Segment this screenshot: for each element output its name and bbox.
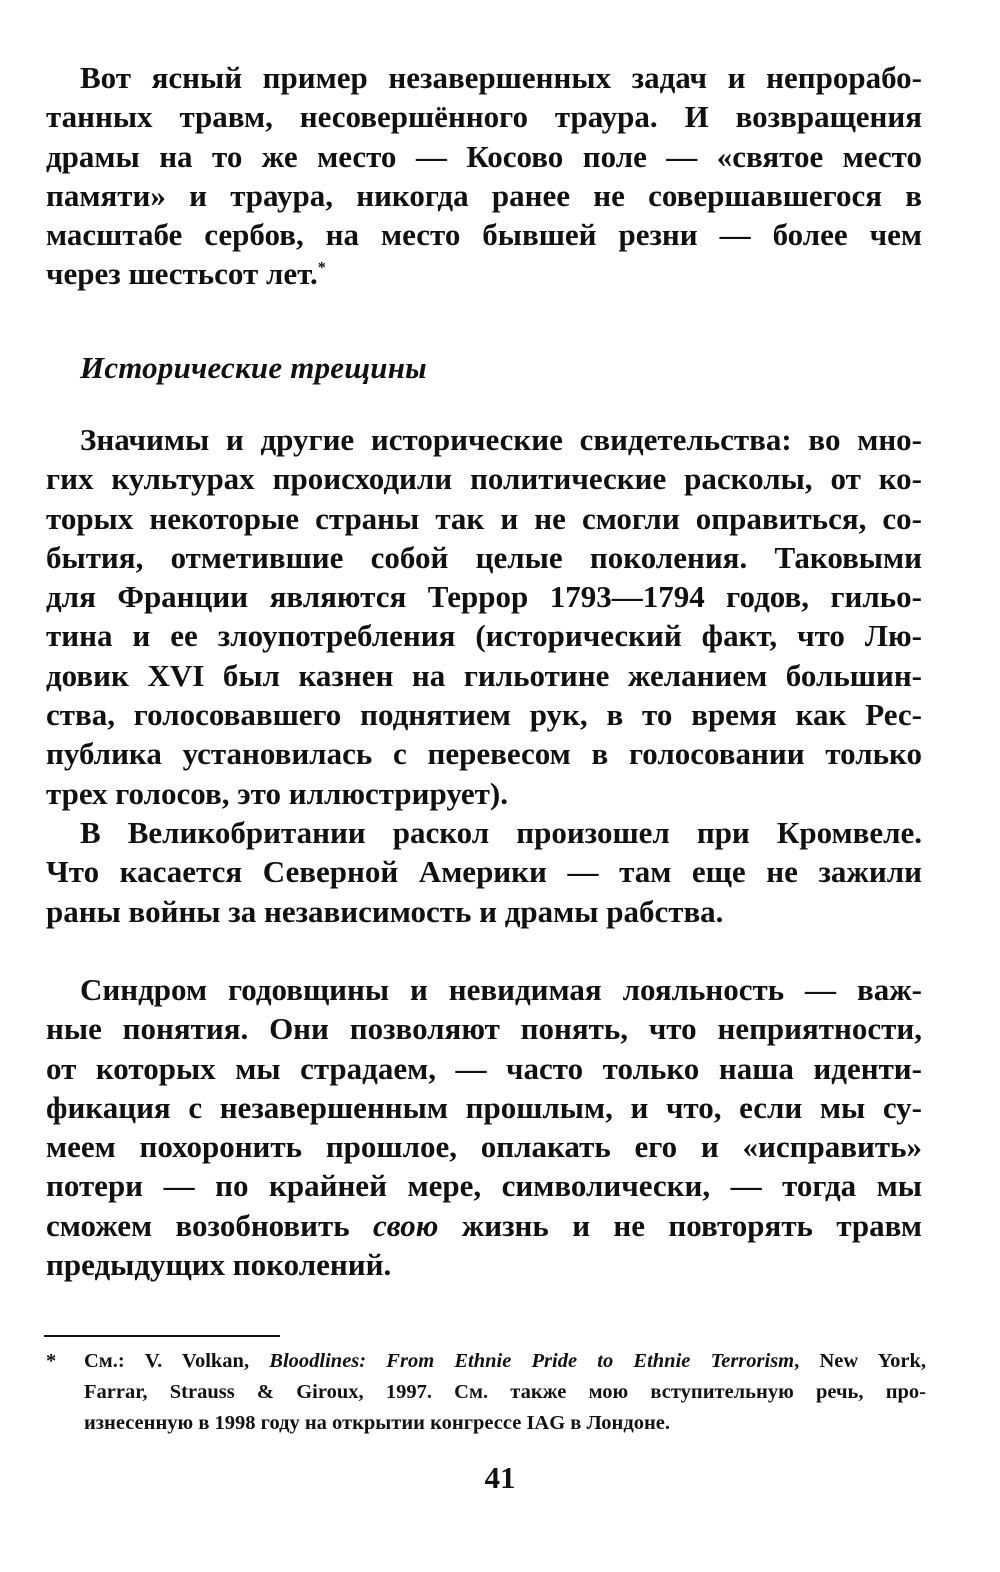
paragraph-1 — [46, 58, 922, 294]
text-line: трех голосов, это иллюстрирует). — [46, 775, 508, 811]
page-number: 41 — [484, 1460, 516, 1495]
footnote-line: Farrar, Strauss & Giroux, 1997. См. также мою вступительную речь, про- — [84, 1381, 926, 1403]
footnote-reference: * — [317, 260, 326, 278]
text-line: торых некоторые страны так и не смогли оправиться, со- — [46, 500, 922, 536]
text-line: Вот ясный пример незавершенных задач и непрорабо- — [80, 60, 922, 95]
footnote-book-title: Bloodlines: From Ethnie Pride to Ethnie Terrorism — [269, 1350, 795, 1372]
paragraph-2 — [46, 420, 922, 813]
text-line: потери — по крайней мере, символически, — тогда мы — [46, 1168, 922, 1204]
text-line: предыдущих поколений. — [46, 1247, 392, 1283]
text-line — [46, 1206, 922, 1245]
text-line: фикация с незавершенным прошлым, и что, если мы су- — [46, 1089, 922, 1125]
footnote — [46, 1346, 926, 1439]
text-line: бытия, отметившие собой целые поколения. Таковыми — [46, 539, 922, 575]
text-line: ные понятия. Они позволяют понять, что неприятности, — [46, 1011, 922, 1047]
emphasis-text: свою — [373, 1207, 439, 1243]
footnote-line: изнесенную в 1998 году на открытии конгрессе IAG в Лондоне. — [84, 1412, 670, 1434]
text-line: довик XVI был казнен на гильотине желанием большин- — [46, 657, 922, 693]
text-line: тина и ее злоупотребления (исторический факт, что Лю- — [46, 618, 922, 654]
text-line: Синдром годовщины и невидимая лояльность — важ- — [80, 972, 922, 1007]
text-line: публика установилась с перевесом в голосовании только — [46, 736, 922, 772]
footnote-line — [46, 1346, 926, 1377]
section-heading: Исторические трещины — [80, 350, 427, 385]
text-line: гих культурах происходили политические расколы, от ко- — [46, 461, 922, 497]
text-segment: жизнь и не повторять травм — [438, 1207, 923, 1243]
text-line: масштабе сербов, на место бывшей резни — более чем — [46, 217, 922, 253]
paragraph-3 — [46, 813, 922, 931]
text-line: танных травм, несовершённого траура. И возвращения — [46, 99, 922, 135]
footnote-marker: * — [46, 1350, 57, 1372]
text-line: для Франции являются Террор 1793—1794 годов, гильо- — [46, 579, 922, 615]
text-segment: сможем возобновить — [46, 1207, 374, 1243]
text-line-content: через шестьсот лет. — [46, 256, 318, 292]
footnote-prefix: См.: V. Volkan, — [84, 1350, 270, 1372]
text-line: драмы на то же место — Косово поле — «святое место — [46, 138, 922, 174]
footnote-divider — [44, 1335, 280, 1337]
text-line: памяти» и траура, никогда ранее не совершавшегося в — [46, 177, 922, 213]
text-line: раны войны за независимость и драмы рабства. — [46, 893, 724, 929]
text-line: меем похоронить прошлое, оплакать его и «исправить» — [46, 1129, 922, 1165]
text-line: Значимы и другие исторические свидетельства: во мно- — [80, 422, 922, 457]
text-line: В Великобритании раскол произошел при Кромвеле. — [80, 815, 922, 850]
text-line — [46, 254, 922, 293]
paragraph-4 — [46, 970, 922, 1284]
text-line: от которых мы страдаем, — часто только наша иденти- — [46, 1050, 922, 1086]
text-line: ства, голосовавшего поднятием рук, в то время как Рес- — [46, 697, 922, 733]
text-line: Что касается Северной Америки — там еще не зажили — [46, 854, 922, 890]
footnote-suffix: , New York, — [794, 1350, 927, 1372]
